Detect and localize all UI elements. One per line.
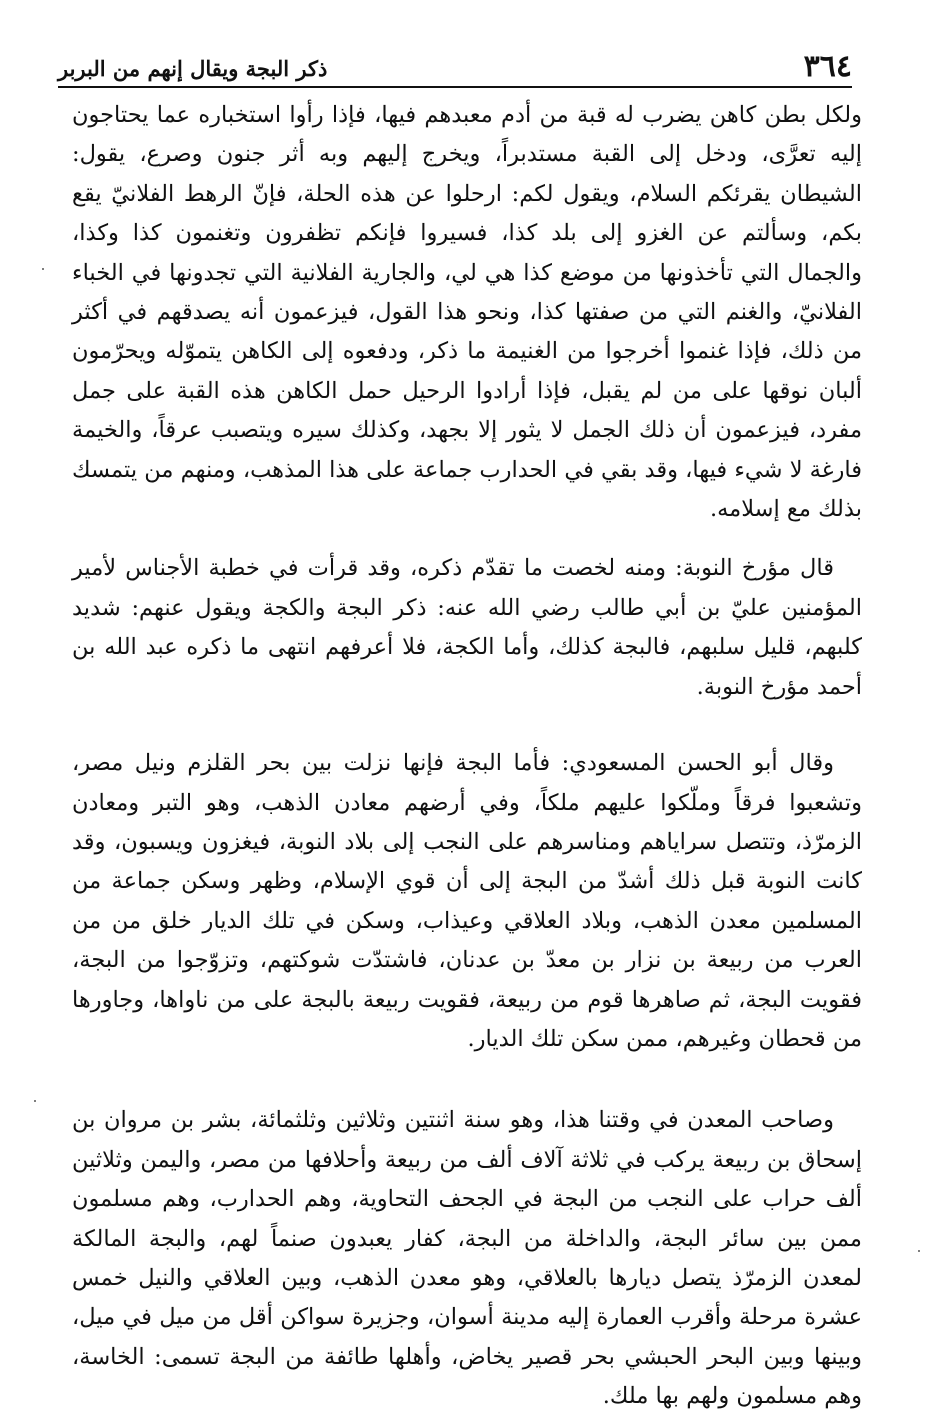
running-header	[58, 44, 852, 84]
scan-speck	[918, 1250, 920, 1252]
running-title: ذكر البجة ويقال إنهم من البربر	[58, 56, 328, 81]
scan-speck	[34, 1100, 36, 1102]
paragraph-1: ولكل بطن كاهن يضرب له قبة من أدم معبدهم فيها، فإذا رأوا استخباره عما يحتاجون إليه تعرَّى، ودخل إلى القبة مستدبراً، ويخرج إليهم وبه أثر جنون وصرع، يقول: الشيطان يقرئكم السلام، ويقول لكم: ارحلوا عن هذه الحلة، فإنّ الرهط الفلانيّ يقع بكم، وسألتم عن الغزو إلى بلد كذا، فسيروا فإنكم تظفرون وتغنمون كذا وكذا، والجمال التي تأخذونها من موضع كذا هي لي، والجارية الفلانية التي تجدونها في الخباء الفلانيّ، والغنم التي من صفتها كذا، ونحو هذا القول، فيزعمون أنه يصدقهم في أكثر من ذلك، فإذا غنموا أخرجوا من الغنيمة ما ذكر، ودفعوه إلى الكاهن يتموّله ويحرّمون ألبان نوقها على من لم يقبل، فإذا أرادوا الرحيل حمل الكاهن هذه القبة على جمل مفرد، فيزعمون أن ذلك الجمل لا يثور إلا بجهد، وكذلك سيره ويتصبب عرقاً، والخيمة فارغة لا شيء فيها، وقد بقي في الحدارب جماعة على هذا المذهب، ومنهم من يتمسك بذلك مع إسلامه.	[72, 102, 862, 523]
paragraph-2: قال مؤرخ النوبة: ومنه لخصت ما تقدّم ذكره، وقد قرأت في خطبة الأجناس لأمير المؤمنين عليّ بن أبي طالب رضي الله عنه: ذكر البجة والكجة ويقول عنهم: شديد كلبهم، قليل سلبهم، فالبجة كذلك، وأما الكجة، فلا أعرفهم انتهى ما ذكره عبد الله بن أحمد مؤرخ النوبة.	[72, 555, 862, 700]
body-text	[72, 96, 862, 1417]
page-number: ٣٦٤	[803, 49, 852, 84]
paragraph-4: وصاحب المعدن في وقتنا هذا، وهو سنة اثنتين وثلاثين وثلثمائة، بشر بن مروان بن إسحاق بن ربيعة يركب في ثلاثة آلاف ألف من ربيعة وأحلافها من مصر، واليمن وثلاثين ألف حراب على النجب من البجة في الجحف التحاوية، وهم الحدارب، وهم مسلمون ممن بين سائر البجة، والداخلة من البجة، كفار يعبدون صنماً لهم، والبجة المالكة لمعدن الزمرّذ يتصل ديارها بالعلاقي، وهو معدن الذهب، وبين العلاقي والنيل خمس عشرة مرحلة وأقرب العمارة إليه مدينة أسوان، وجزيرة سواكن أقل من ميل في ميل، وبينها وبين البحر الحبشي بحر قصير يخاض، وأهلها طائفة من البجة تسمى: الخاسة، وهم مسلمون ولهم بها ملك.	[72, 1107, 862, 1410]
scan-speck	[42, 268, 44, 270]
header-divider	[58, 86, 852, 88]
paragraph-3: وقال أبو الحسن المسعودي: فأما البجة فإنها نزلت بين بحر القلزم ونيل مصر، وتشعبوا فرقاً وملّكوا عليهم ملكاً، وفي أرضهم معادن الذهب، وهو التبر ومعادن الزمرّذ، وتتصل سراياهم ومناسرهم على النجب إلى بلاد النوبة، فيغزون ويسبون، وقد كانت النوبة قبل ذلك أشدّ من البجة إلى أن قوي الإسلام، وظهر وسكن جماعة من المسلمين معدن الذهب، وبلاد العلاقي وعيذاب، وسكن في تلك الديار خلق من من العرب من ربيعة بن نزار بن معدّ بن عدنان، فاشتدّت شوكتهم، وتزوّجوا من البجة، فقويت البجة، ثم صاهرها قوم من ربيعة، فقويت ربيعة بالبجة على من ناواها، وجاورها من قحطان وغيرهم، ممن سكن تلك الديار.	[72, 750, 862, 1052]
